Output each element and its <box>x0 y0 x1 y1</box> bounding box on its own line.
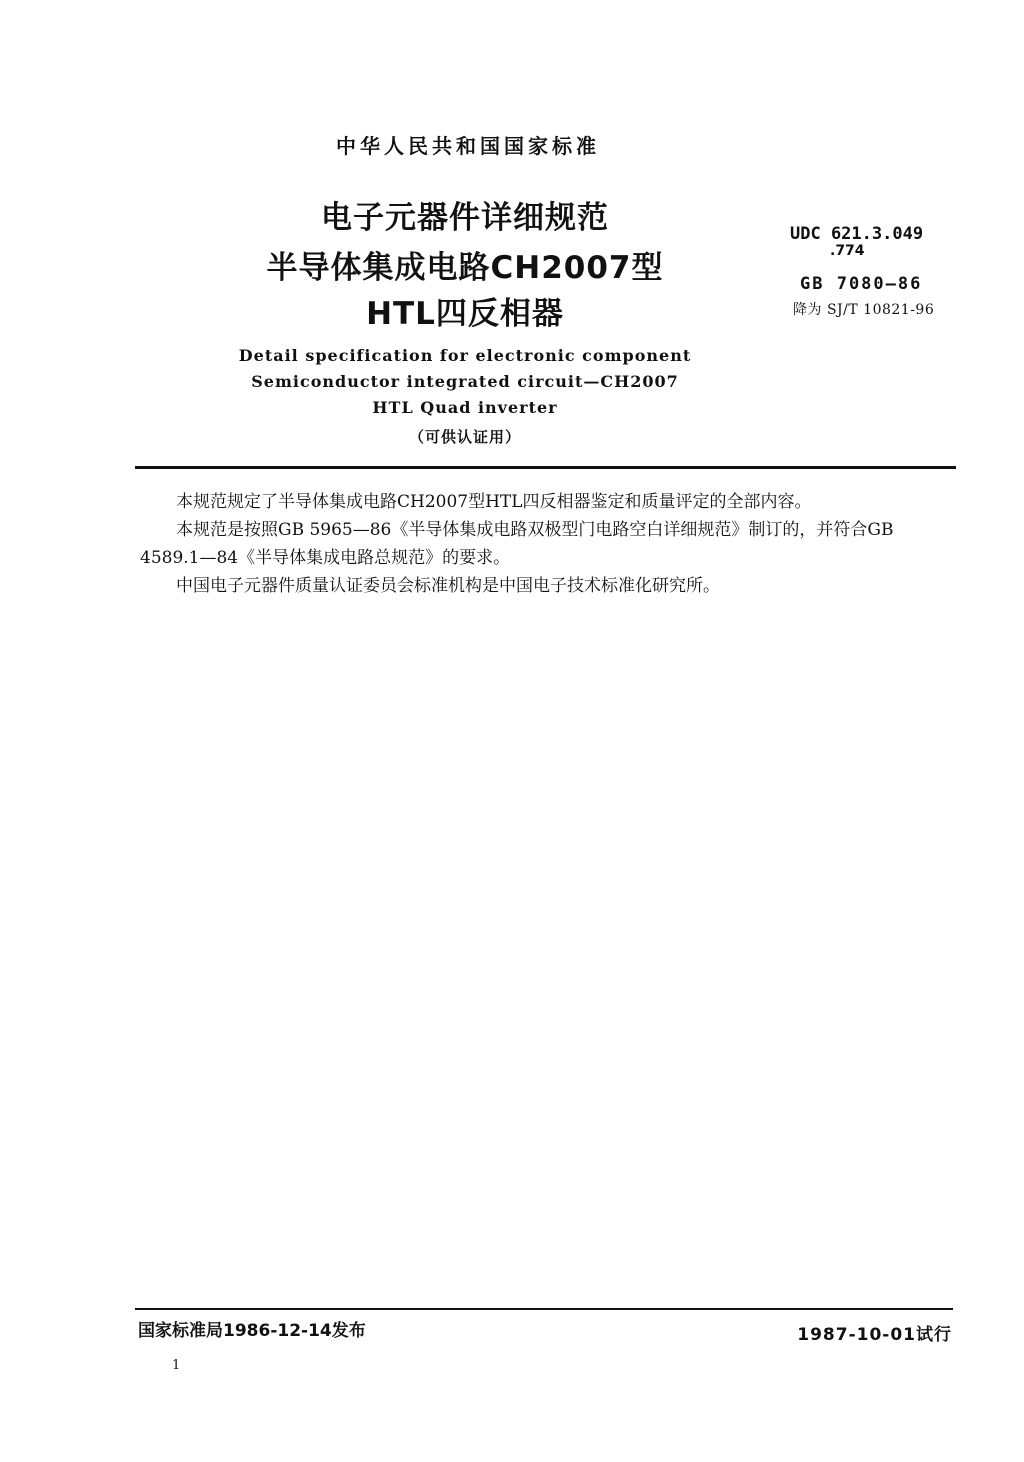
replaced-by-note: 降为 SJ/T 10821-96 <box>793 302 935 318</box>
national-standard-header: 中华人民共和国国家标准 <box>336 134 600 158</box>
gb-standard-number: GB 7080—86 <box>800 274 923 294</box>
chinese-title-line-2: 半导体集成电路CH2007型 <box>266 250 664 286</box>
trial-date: 1987-10-01试行 <box>797 1325 952 1345</box>
certification-note: （可供认证用） <box>408 428 521 446</box>
header-divider <box>135 466 956 469</box>
udc-code: UDC 621.3.049 <box>790 224 924 244</box>
chinese-title-line-1: 电子元器件详细规范 <box>321 200 609 236</box>
udc-code-continuation: .774 <box>830 243 865 259</box>
page-number: 1 <box>172 1358 181 1373</box>
english-title-line-2: Semiconductor integrated circuit—CH2007 <box>251 372 679 391</box>
paragraph-institution: 中国电子元器件质量认证委员会标准机构是中国电子技术标准化研究所。 <box>176 576 720 596</box>
issue-date: 国家标准局1986-12-14发布 <box>138 1321 366 1341</box>
paragraph-basis: 本规范是按照GB 5965—86《半导体集成电路双极型门电路空白详细规范》制订的，并符合GB 4589.1—84《半导体集成电路总规范》的要求。 <box>140 520 894 568</box>
footer-divider <box>135 1308 953 1310</box>
chinese-title-line-3: HTL四反相器 <box>366 296 564 332</box>
english-title-line-3: HTL Quad inverter <box>372 398 558 417</box>
paragraph-scope: 本规范规定了半导体集成电路CH2007型HTL四反相器鉴定和质量评定的全部内容。 <box>176 492 812 512</box>
english-title-line-1: Detail specification for electronic component <box>238 346 692 365</box>
